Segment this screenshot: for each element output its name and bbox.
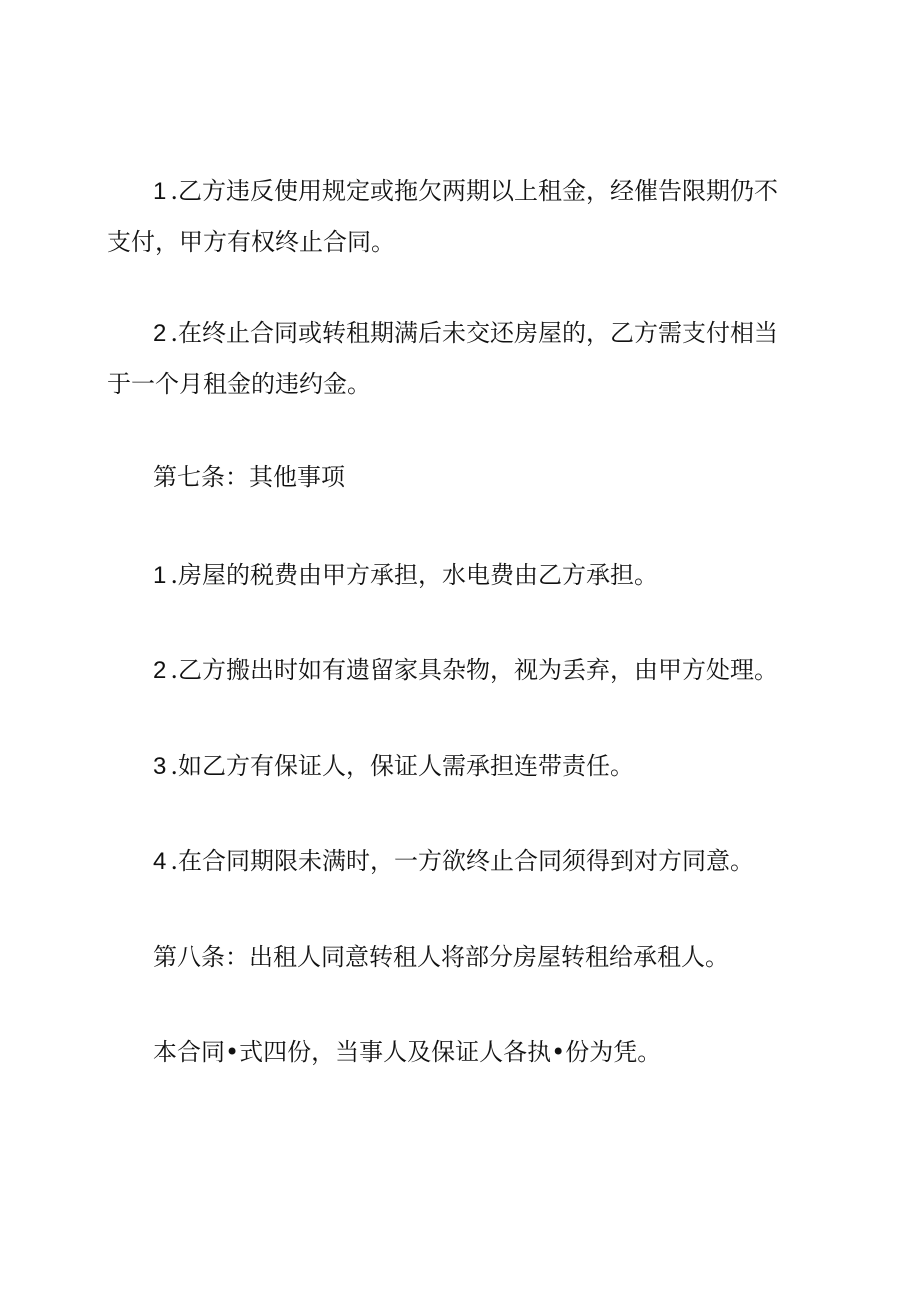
item-text: .房屋的税费由甲方承担，水电费由乙方承担。	[170, 561, 658, 589]
article-item	[107, 645, 792, 696]
article-eight: 第八条：出租人同意转租人将部分房屋转租给承租人。	[153, 943, 729, 971]
item-text: .如乙方有保证人，保证人需承担连带责任。	[170, 752, 634, 780]
article-item	[107, 741, 792, 792]
article-item	[107, 836, 792, 887]
article-item	[107, 550, 792, 601]
clause-paragraph	[107, 166, 792, 268]
article-heading: 第七条：其他事项	[153, 463, 345, 491]
item-number: 2	[153, 657, 167, 684]
clause-paragraph	[107, 308, 792, 410]
clause-number: 2	[153, 320, 167, 347]
clause-number: 1	[153, 178, 167, 205]
clause-text: .在终止合同或转租期满后未交还房屋的，乙方需支付相当于一个月租金的违约金。	[107, 319, 778, 398]
item-number: 4	[153, 848, 167, 875]
item-number: 1	[153, 562, 167, 589]
clause-text: .乙方违反使用规定或拖欠两期以上租金，经催告限期仍不支付，甲方有权终止合同。	[107, 177, 778, 256]
item-text: .乙方搬出时如有遗留家具杂物，视为丢弃，由甲方处理。	[170, 656, 778, 684]
item-text: .在合同期限未满时，一方欲终止合同须得到对方同意。	[170, 847, 754, 875]
closing-statement: 本合同•式四份，当事人及保证人各执•份为凭。	[153, 1038, 662, 1066]
item-number: 3	[153, 753, 167, 780]
